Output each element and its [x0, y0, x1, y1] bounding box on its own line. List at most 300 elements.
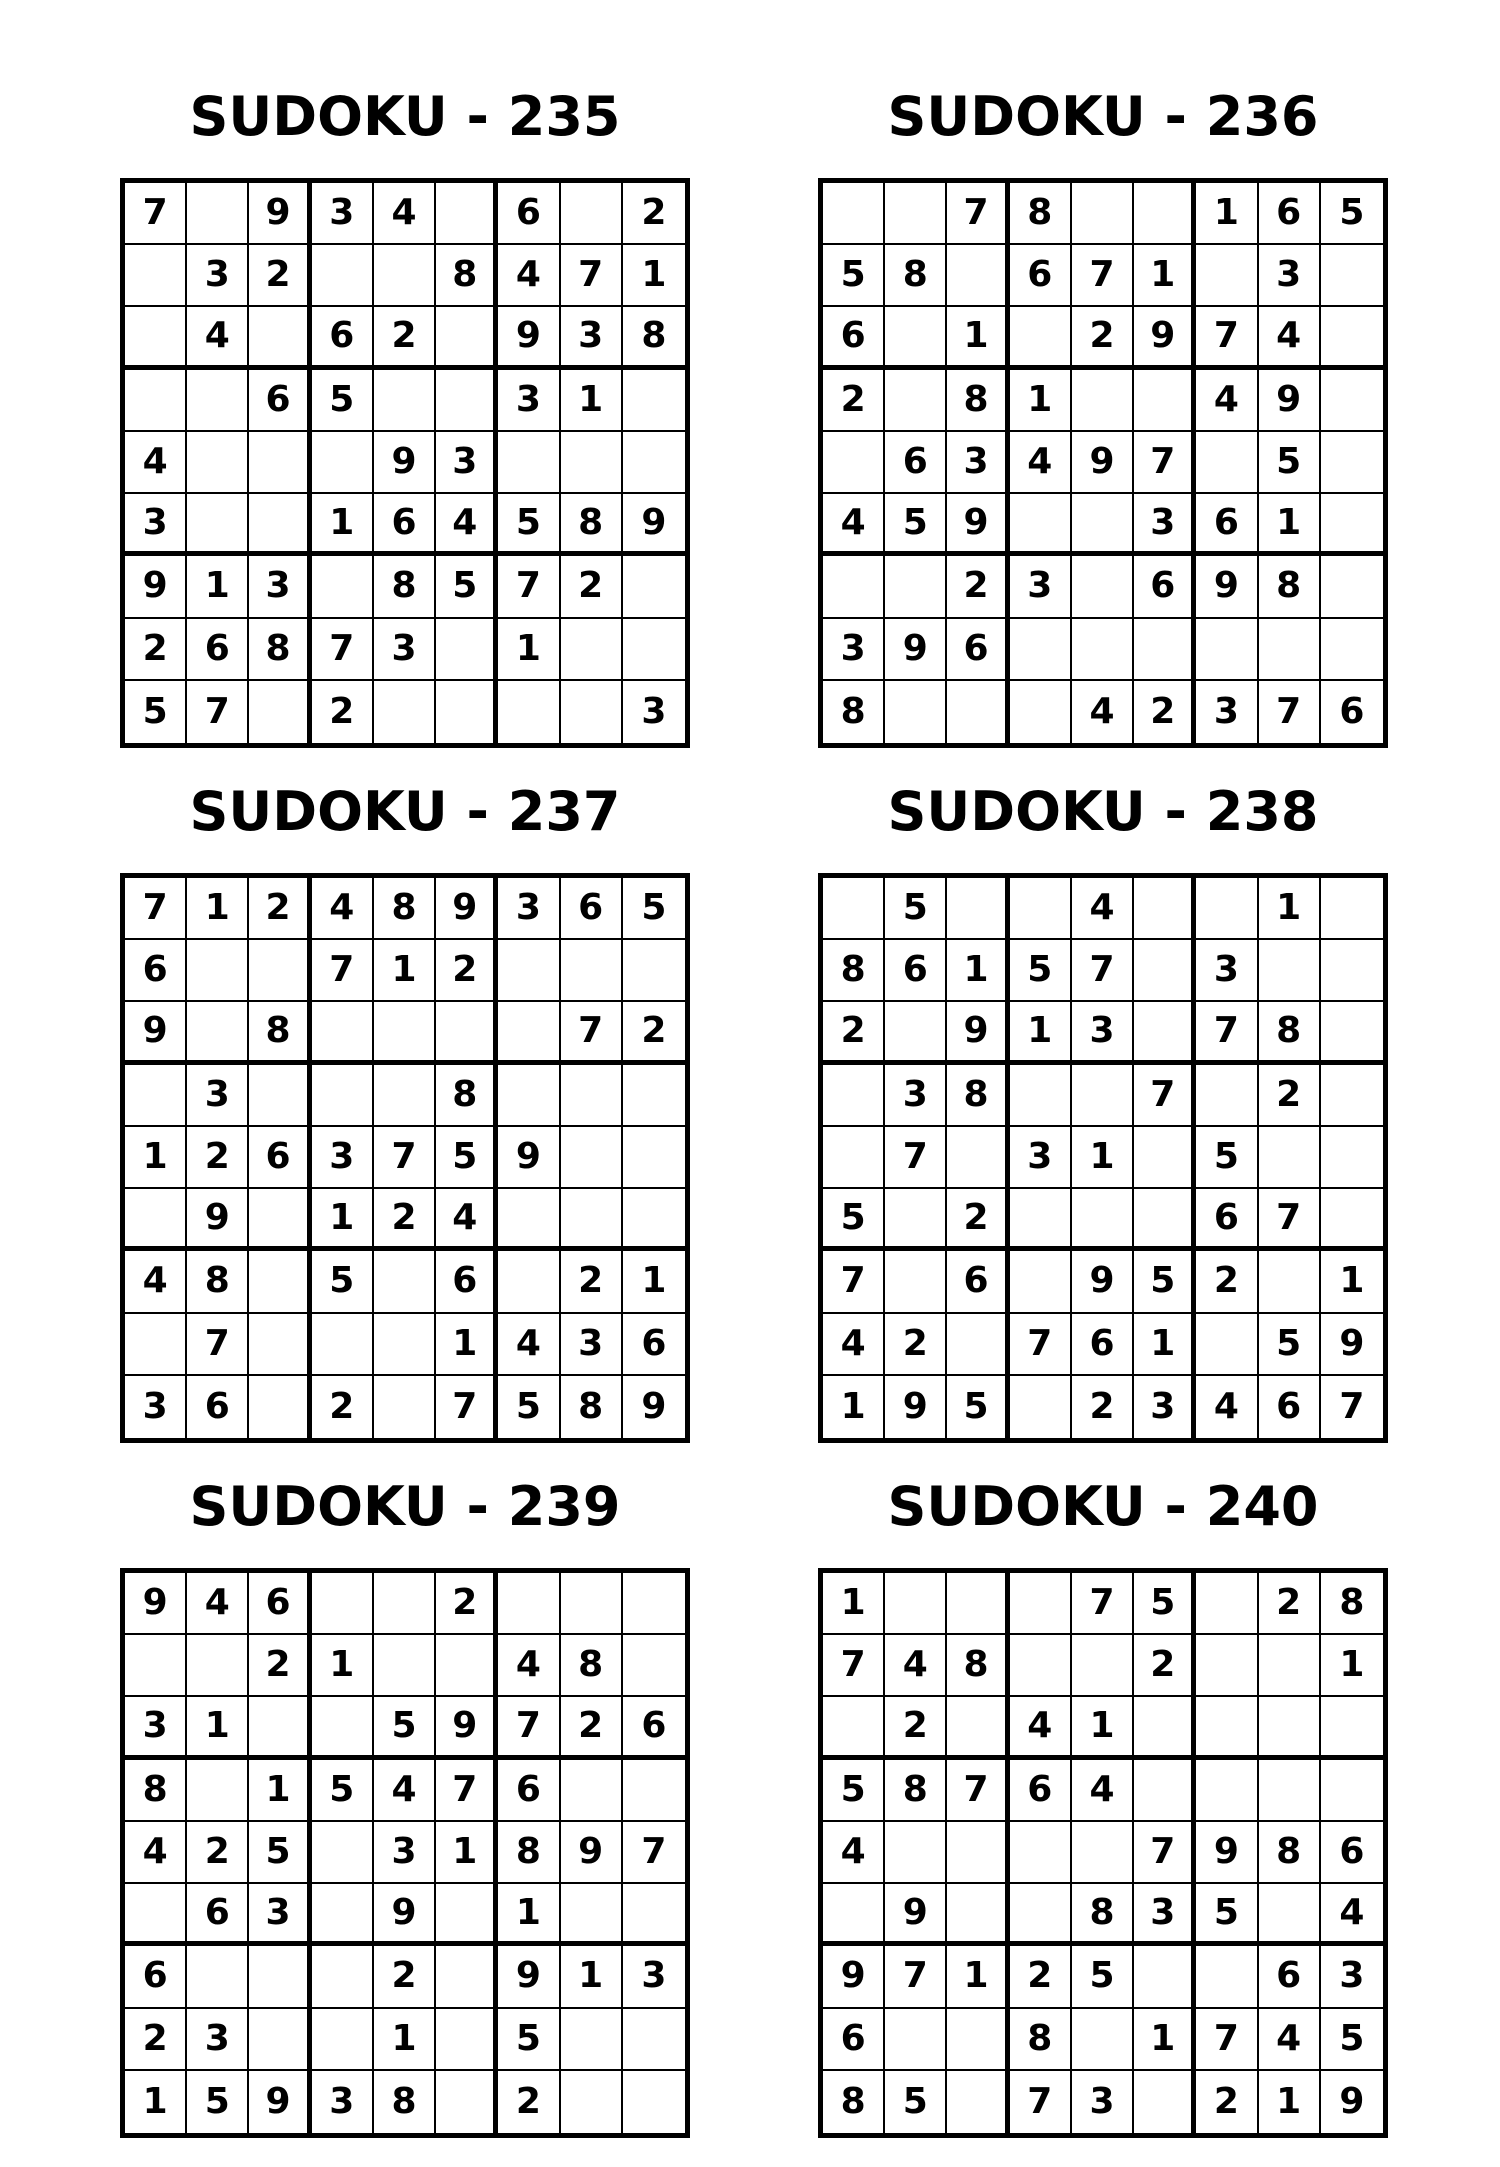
sudoku-cell-given: 3 [623, 1946, 685, 2008]
sudoku-cell-given: 4 [823, 494, 885, 556]
sudoku-cell-given: 4 [125, 1822, 187, 1884]
sudoku-cell-given: 9 [374, 1884, 436, 1946]
sudoku-cell-empty [885, 556, 947, 618]
sudoku-cell-empty [498, 1065, 560, 1127]
sudoku-cell-given: 1 [1134, 245, 1196, 307]
sudoku-cell-empty [1196, 245, 1258, 307]
sudoku-cell-given: 4 [885, 1635, 947, 1697]
sudoku-cell-given: 8 [885, 1760, 947, 1822]
sudoku-cell-given: 8 [1259, 1822, 1321, 1884]
sudoku-cell-empty [187, 1635, 249, 1697]
sudoku-cell-given: 3 [374, 619, 436, 681]
sudoku-cell-empty [885, 183, 947, 245]
sudoku-cell-empty [1259, 619, 1321, 681]
sudoku-cell-empty [1321, 307, 1383, 369]
sudoku-cell-empty [1321, 1697, 1383, 1759]
sudoku-cell-given: 1 [1010, 1002, 1072, 1064]
sudoku-cell-empty [125, 307, 187, 369]
sudoku-puzzle-239 [120, 1472, 690, 2122]
sudoku-cell-given: 3 [1196, 940, 1258, 1002]
sudoku-cell-given: 4 [498, 1635, 560, 1697]
sudoku-cell-empty [823, 556, 885, 618]
sudoku-cell-empty [561, 2071, 623, 2133]
sudoku-cell-given: 6 [561, 878, 623, 940]
sudoku-cell-given: 4 [498, 245, 560, 307]
sudoku-cell-given: 1 [947, 940, 1009, 1002]
sudoku-cell-empty [1134, 1946, 1196, 2008]
sudoku-cell-given: 2 [947, 556, 1009, 618]
sudoku-cell-given: 5 [1196, 1127, 1258, 1189]
sudoku-cell-given: 9 [641, 1385, 667, 1427]
sudoku-cell-given: 2 [374, 1189, 436, 1251]
sudoku-cell-given: 3 [312, 2071, 374, 2133]
sudoku-cell-given: 7 [1339, 1385, 1365, 1427]
puzzle-title: SUDOKU - 236 [887, 85, 1319, 148]
sudoku-cell-given: 2 [1259, 1573, 1321, 1635]
sudoku-cell-given: 4 [823, 1314, 885, 1376]
sudoku-cell-empty [1072, 183, 1134, 245]
sudoku-cell-given: 8 [947, 1065, 1009, 1127]
sudoku-cell-empty [947, 1573, 1009, 1635]
sudoku-cell-given: 2 [623, 1002, 685, 1064]
sudoku-cell-empty [623, 432, 685, 494]
sudoku-cell-empty [125, 1189, 187, 1251]
sudoku-cell-empty [249, 494, 311, 556]
sudoku-cell-given: 4 [1196, 1376, 1258, 1438]
sudoku-cell-given: 9 [1072, 1251, 1134, 1313]
sudoku-cell-given: 1 [1321, 1251, 1383, 1313]
sudoku-cell-given: 9 [249, 2071, 311, 2133]
sudoku-cell-empty [498, 940, 560, 1002]
sudoku-cell-empty [312, 1697, 374, 1759]
sudoku-cell-given: 5 [823, 1189, 885, 1251]
sudoku-cell-given: 5 [623, 878, 685, 940]
sudoku-cell-empty [125, 245, 187, 307]
sudoku-cell-empty [1010, 1376, 1072, 1438]
sudoku-cell-empty [498, 432, 560, 494]
sudoku-cell-given: 9 [947, 1002, 1009, 1064]
sudoku-cell-given: 2 [1196, 1251, 1258, 1313]
sudoku-cell-empty [436, 183, 498, 245]
sudoku-grid [120, 1568, 690, 2138]
sudoku-cell-given: 1 [1134, 1314, 1196, 1376]
sudoku-cell-empty [1196, 1314, 1258, 1376]
sudoku-cell-empty [561, 1189, 623, 1251]
sudoku-cell-empty [823, 183, 885, 245]
sudoku-cell-empty [823, 1065, 885, 1127]
sudoku-cell-given: 2 [947, 1189, 1009, 1251]
sudoku-cell-empty [623, 1189, 685, 1251]
sudoku-cell-empty [436, 681, 498, 743]
sudoku-cell-empty [885, 1573, 947, 1635]
sudoku-cell-given: 9 [498, 307, 560, 369]
sudoku-cell-given: 7 [498, 1697, 560, 1759]
sudoku-cell-given: 7 [187, 1314, 249, 1376]
sudoku-cell-given: 4 [125, 1251, 187, 1313]
sudoku-cell-given: 3 [885, 1065, 947, 1127]
sudoku-cell-given: 7 [187, 681, 249, 743]
sudoku-cell-given: 2 [623, 183, 685, 245]
sudoku-cell-empty [249, 1251, 311, 1313]
sudoku-cell-given: 7 [1072, 1573, 1134, 1635]
sudoku-cell-given: 1 [623, 245, 685, 307]
sudoku-cell-given: 3 [561, 1314, 623, 1376]
sudoku-cell-empty [125, 1884, 187, 1946]
sudoku-cell-given: 8 [561, 1376, 623, 1438]
sudoku-cell-empty [1321, 940, 1383, 1002]
sudoku-cell-empty [312, 1065, 374, 1127]
sudoku-cell-empty [249, 307, 311, 369]
sudoku-cell-given: 3 [312, 1127, 374, 1189]
sudoku-cell-empty [187, 370, 249, 432]
sudoku-cell-empty [374, 1573, 436, 1635]
sudoku-cell-empty [885, 307, 947, 369]
sudoku-cell-empty [1321, 878, 1383, 940]
sudoku-cell-given: 1 [374, 2009, 436, 2071]
sudoku-cell-given: 1 [561, 370, 623, 432]
sudoku-cell-given: 7 [498, 556, 560, 618]
sudoku-cell-given: 1 [312, 494, 374, 556]
sudoku-cell-given: 7 [312, 619, 374, 681]
sudoku-cell-given: 6 [249, 370, 311, 432]
sudoku-cell-empty [1321, 432, 1383, 494]
sudoku-cell-empty [623, 619, 685, 681]
sudoku-cell-given: 8 [823, 681, 885, 743]
sudoku-cell-given: 1 [125, 1127, 187, 1189]
sudoku-cell-given: 9 [1134, 307, 1196, 369]
sudoku-cell-given: 2 [249, 878, 311, 940]
sudoku-cell-given: 8 [947, 1635, 1009, 1697]
sudoku-cell-empty [1196, 1573, 1258, 1635]
sudoku-puzzle-236 [818, 82, 1388, 732]
sudoku-cell-given: 3 [1072, 1002, 1134, 1064]
sudoku-cell-given: 6 [1196, 1189, 1258, 1251]
sudoku-cell-given: 3 [1196, 681, 1258, 743]
sudoku-cell-given: 2 [125, 619, 187, 681]
sudoku-cell-empty [436, 2071, 498, 2133]
sudoku-cell-given: 7 [312, 940, 374, 1002]
sudoku-cell-given: 3 [187, 2009, 249, 2071]
sudoku-cell-given: 8 [561, 494, 623, 556]
sudoku-cell-given: 5 [1134, 1573, 1196, 1635]
sudoku-cell-given: 1 [947, 307, 1009, 369]
sudoku-cell-given: 2 [436, 1573, 498, 1635]
sudoku-cell-given: 6 [1196, 494, 1258, 556]
sudoku-cell-given: 2 [561, 1251, 623, 1313]
sudoku-cell-empty [1134, 878, 1196, 940]
sudoku-cell-given: 6 [623, 1697, 685, 1759]
sudoku-cell-empty [623, 1884, 685, 1946]
sudoku-cell-given: 3 [641, 690, 667, 732]
sudoku-cell-given: 7 [436, 1760, 498, 1822]
sudoku-cell-empty [312, 2009, 374, 2071]
sudoku-cell-empty [1134, 1760, 1196, 1822]
sudoku-cell-given: 9 [885, 1884, 947, 1946]
sudoku-cell-given: 6 [249, 1127, 311, 1189]
sudoku-cell-given: 8 [885, 245, 947, 307]
sudoku-cell-empty [498, 1002, 560, 1064]
sudoku-cell-given: 9 [885, 619, 947, 681]
sudoku-cell-given: 7 [561, 245, 623, 307]
sudoku-cell-empty [1010, 1884, 1072, 1946]
sudoku-cell-given: 7 [623, 1822, 685, 1884]
sudoku-cell-given: 7 [1196, 307, 1258, 369]
sudoku-cell-given: 3 [374, 1822, 436, 1884]
puzzle-title: SUDOKU - 237 [189, 780, 621, 843]
sudoku-cell-empty [1010, 1822, 1072, 1884]
sudoku-cell-given: 8 [498, 1822, 560, 1884]
sudoku-puzzle-237 [120, 777, 690, 1427]
sudoku-cell-given: 1 [498, 1884, 560, 1946]
sudoku-cell-given: 9 [1196, 556, 1258, 618]
sudoku-cell-empty [1010, 1065, 1072, 1127]
sudoku-cell-empty [623, 370, 685, 432]
sudoku-cell-given: 8 [249, 1002, 311, 1064]
sudoku-cell-given: 6 [1072, 1314, 1134, 1376]
sudoku-cell-given: 9 [1259, 370, 1321, 432]
sudoku-cell-empty [1196, 1946, 1258, 2008]
sudoku-cell-given: 6 [1321, 1822, 1383, 1884]
sudoku-cell-given: 3 [249, 556, 311, 618]
sudoku-cell-empty [561, 1065, 623, 1127]
sudoku-cell-given: 5 [312, 370, 374, 432]
sudoku-cell-given: 3 [249, 1884, 311, 1946]
sudoku-cell-given: 6 [823, 2009, 885, 2071]
sudoku-cell-given: 6 [436, 1251, 498, 1313]
sudoku-cell-given: 2 [823, 1002, 885, 1064]
sudoku-cell-given: 2 [561, 1697, 623, 1759]
sudoku-cell-empty [1259, 1884, 1321, 1946]
sudoku-cell-empty [947, 878, 1009, 940]
sudoku-cell-empty [1072, 2009, 1134, 2071]
sudoku-cell-empty [498, 1573, 560, 1635]
sudoku-cell-given: 2 [823, 370, 885, 432]
sudoku-cell-given: 5 [885, 494, 947, 556]
sudoku-cell-empty [1196, 1697, 1258, 1759]
sudoku-cell-empty [187, 1760, 249, 1822]
sudoku-cell-given: 9 [885, 1376, 947, 1438]
sudoku-cell-empty [947, 1314, 1009, 1376]
sudoku-cell-given: 5 [1010, 940, 1072, 1002]
sudoku-cell-given: 1 [498, 619, 560, 681]
sudoku-cell-given: 7 [1010, 2071, 1072, 2133]
sudoku-cell-empty [498, 681, 560, 743]
sudoku-cell-given: 9 [561, 1822, 623, 1884]
sudoku-cell-empty [623, 940, 685, 1002]
sudoku-cell-empty [947, 245, 1009, 307]
sudoku-cell-empty [1010, 681, 1072, 743]
sudoku-cell-given: 2 [249, 245, 311, 307]
sudoku-cell-empty [885, 681, 947, 743]
puzzle-title: SUDOKU - 239 [189, 1475, 621, 1538]
sudoku-cell-given: 8 [1010, 2009, 1072, 2071]
sudoku-cell-given: 7 [1134, 1065, 1196, 1127]
sudoku-cell-given: 3 [1134, 494, 1196, 556]
sudoku-cell-given: 6 [1010, 245, 1072, 307]
sudoku-cell-empty [1010, 494, 1072, 556]
sudoku-cell-given: 1 [1010, 370, 1072, 432]
sudoku-cell-empty [1321, 245, 1383, 307]
sudoku-cell-given: 7 [1010, 1314, 1072, 1376]
sudoku-cell-given: 4 [374, 1760, 436, 1822]
puzzle-title: SUDOKU - 240 [887, 1475, 1319, 1538]
sudoku-cell-given: 7 [125, 878, 187, 940]
sudoku-cell-given: 8 [436, 245, 498, 307]
sudoku-cell-empty [947, 1884, 1009, 1946]
sudoku-cell-empty [823, 1697, 885, 1759]
sudoku-cell-given: 5 [947, 1376, 1009, 1438]
sudoku-cell-given: 1 [187, 1697, 249, 1759]
sudoku-cell-empty [947, 2071, 1009, 2133]
sudoku-cell-given: 8 [374, 2071, 436, 2133]
sudoku-cell-empty [1259, 1127, 1321, 1189]
sudoku-cell-given: 5 [1259, 1314, 1321, 1376]
sudoku-cell-empty [1072, 1065, 1134, 1127]
sudoku-cell-given: 1 [823, 1573, 885, 1635]
sudoku-cell-given: 5 [498, 2009, 560, 2071]
sudoku-cell-given: 2 [249, 1635, 311, 1697]
sudoku-cell-given: 7 [1072, 940, 1134, 1002]
sudoku-cell-given: 9 [374, 432, 436, 494]
sudoku-cell-empty [312, 1822, 374, 1884]
sudoku-cell-empty [1259, 1251, 1321, 1313]
sudoku-cell-given: 6 [1339, 690, 1365, 732]
sudoku-cell-given: 3 [125, 1376, 187, 1438]
sudoku-cell-given: 7 [436, 1376, 498, 1438]
sudoku-cell-given: 7 [1134, 1822, 1196, 1884]
sudoku-cell-empty [312, 1314, 374, 1376]
sudoku-cell-given: 4 [823, 1822, 885, 1884]
sudoku-cell-given: 2 [498, 2071, 560, 2133]
sudoku-cell-empty [1010, 1189, 1072, 1251]
sudoku-cell-given: 2 [1010, 1946, 1072, 2008]
sudoku-cell-given: 4 [1072, 681, 1134, 743]
sudoku-cell-given: 4 [436, 1189, 498, 1251]
sudoku-grid [120, 178, 690, 748]
sudoku-cell-empty [823, 1884, 885, 1946]
sudoku-cell-empty [498, 1251, 560, 1313]
sudoku-cell-given: 4 [125, 432, 187, 494]
sudoku-cell-given: 6 [1010, 1760, 1072, 1822]
sudoku-cell-given: 8 [1259, 556, 1321, 618]
sudoku-cell-empty [947, 2009, 1009, 2071]
sudoku-grid [818, 178, 1388, 748]
sudoku-cell-empty [1321, 619, 1383, 681]
sudoku-cell-given: 3 [125, 1697, 187, 1759]
sudoku-cell-given: 3 [1321, 1946, 1383, 2008]
sudoku-cell-given: 2 [885, 1697, 947, 1759]
sudoku-cell-given: 1 [312, 1635, 374, 1697]
sudoku-cell-empty [1072, 1822, 1134, 1884]
sudoku-cell-given: 7 [1196, 1002, 1258, 1064]
sudoku-cell-empty [436, 370, 498, 432]
sudoku-cell-given: 1 [249, 1760, 311, 1822]
sudoku-cell-given: 8 [1010, 183, 1072, 245]
sudoku-cell-empty [1010, 1573, 1072, 1635]
sudoku-cell-empty [947, 1822, 1009, 1884]
sudoku-cell-given: 2 [187, 1127, 249, 1189]
sudoku-cell-given: 3 [498, 878, 560, 940]
sudoku-cell-given: 1 [1259, 2071, 1321, 2133]
sudoku-cell-given: 1 [1072, 1697, 1134, 1759]
sudoku-cell-empty [187, 940, 249, 1002]
sudoku-cell-given: 9 [249, 183, 311, 245]
sudoku-cell-given: 6 [312, 307, 374, 369]
sudoku-cell-empty [1134, 370, 1196, 432]
sudoku-cell-empty [249, 1189, 311, 1251]
sudoku-cell-given: 6 [1259, 183, 1321, 245]
sudoku-cell-given: 8 [947, 370, 1009, 432]
sudoku-cell-empty [436, 619, 498, 681]
sudoku-cell-given: 3 [187, 245, 249, 307]
sudoku-cell-given: 3 [947, 432, 1009, 494]
sudoku-cell-given: 2 [561, 556, 623, 618]
sudoku-grid [818, 873, 1388, 1443]
sudoku-cell-given: 5 [249, 1822, 311, 1884]
sudoku-cell-empty [312, 245, 374, 307]
sudoku-cell-empty [187, 432, 249, 494]
sudoku-cell-empty [561, 1884, 623, 1946]
sudoku-cell-given: 4 [1010, 1697, 1072, 1759]
sudoku-cell-empty [312, 432, 374, 494]
sudoku-cell-given: 6 [947, 1251, 1009, 1313]
sudoku-cell-given: 7 [823, 1251, 885, 1313]
sudoku-cell-given: 5 [1134, 1251, 1196, 1313]
sudoku-cell-given: 5 [1321, 183, 1383, 245]
sudoku-cell-given: 7 [561, 1002, 623, 1064]
sudoku-cell-empty [561, 940, 623, 1002]
sudoku-cell-given: 1 [187, 878, 249, 940]
sudoku-cell-given: 2 [1259, 1065, 1321, 1127]
sudoku-cell-empty [187, 1002, 249, 1064]
sudoku-cell-given: 2 [374, 307, 436, 369]
sudoku-cell-empty [436, 1635, 498, 1697]
sudoku-cell-given: 3 [187, 1065, 249, 1127]
sudoku-cell-empty [561, 432, 623, 494]
sudoku-cell-empty [312, 1946, 374, 2008]
sudoku-cell-given: 7 [125, 183, 187, 245]
sudoku-cell-empty [885, 1189, 947, 1251]
sudoku-cell-given: 7 [885, 1127, 947, 1189]
sudoku-cell-given: 2 [312, 1376, 374, 1438]
sudoku-cell-empty [561, 681, 623, 743]
sudoku-cell-empty [885, 2009, 947, 2071]
sudoku-cell-empty [436, 2009, 498, 2071]
sudoku-cell-empty [1196, 1760, 1258, 1822]
sudoku-grid [818, 1568, 1388, 2138]
sudoku-cell-given: 2 [1072, 1376, 1134, 1438]
sudoku-cell-given: 5 [1259, 432, 1321, 494]
sudoku-cell-given: 5 [187, 2071, 249, 2133]
sudoku-cell-given: 6 [187, 1376, 249, 1438]
sudoku-cell-empty [374, 1251, 436, 1313]
sudoku-cell-given: 2 [374, 1946, 436, 2008]
sudoku-cell-given: 1 [623, 1251, 685, 1313]
sudoku-cell-given: 1 [1196, 183, 1258, 245]
sudoku-cell-empty [312, 1002, 374, 1064]
sudoku-cell-given: 2 [1134, 681, 1196, 743]
sudoku-cell-empty [1196, 432, 1258, 494]
sudoku-cell-given: 1 [312, 1189, 374, 1251]
sudoku-cell-given: 1 [1259, 494, 1321, 556]
sudoku-cell-given: 4 [1196, 370, 1258, 432]
sudoku-cell-given: 8 [1321, 1573, 1383, 1635]
sudoku-cell-given: 6 [823, 307, 885, 369]
sudoku-cell-given: 4 [374, 183, 436, 245]
sudoku-cell-given: 3 [1259, 245, 1321, 307]
sudoku-cell-given: 9 [498, 1946, 560, 2008]
sudoku-cell-empty [623, 1573, 685, 1635]
